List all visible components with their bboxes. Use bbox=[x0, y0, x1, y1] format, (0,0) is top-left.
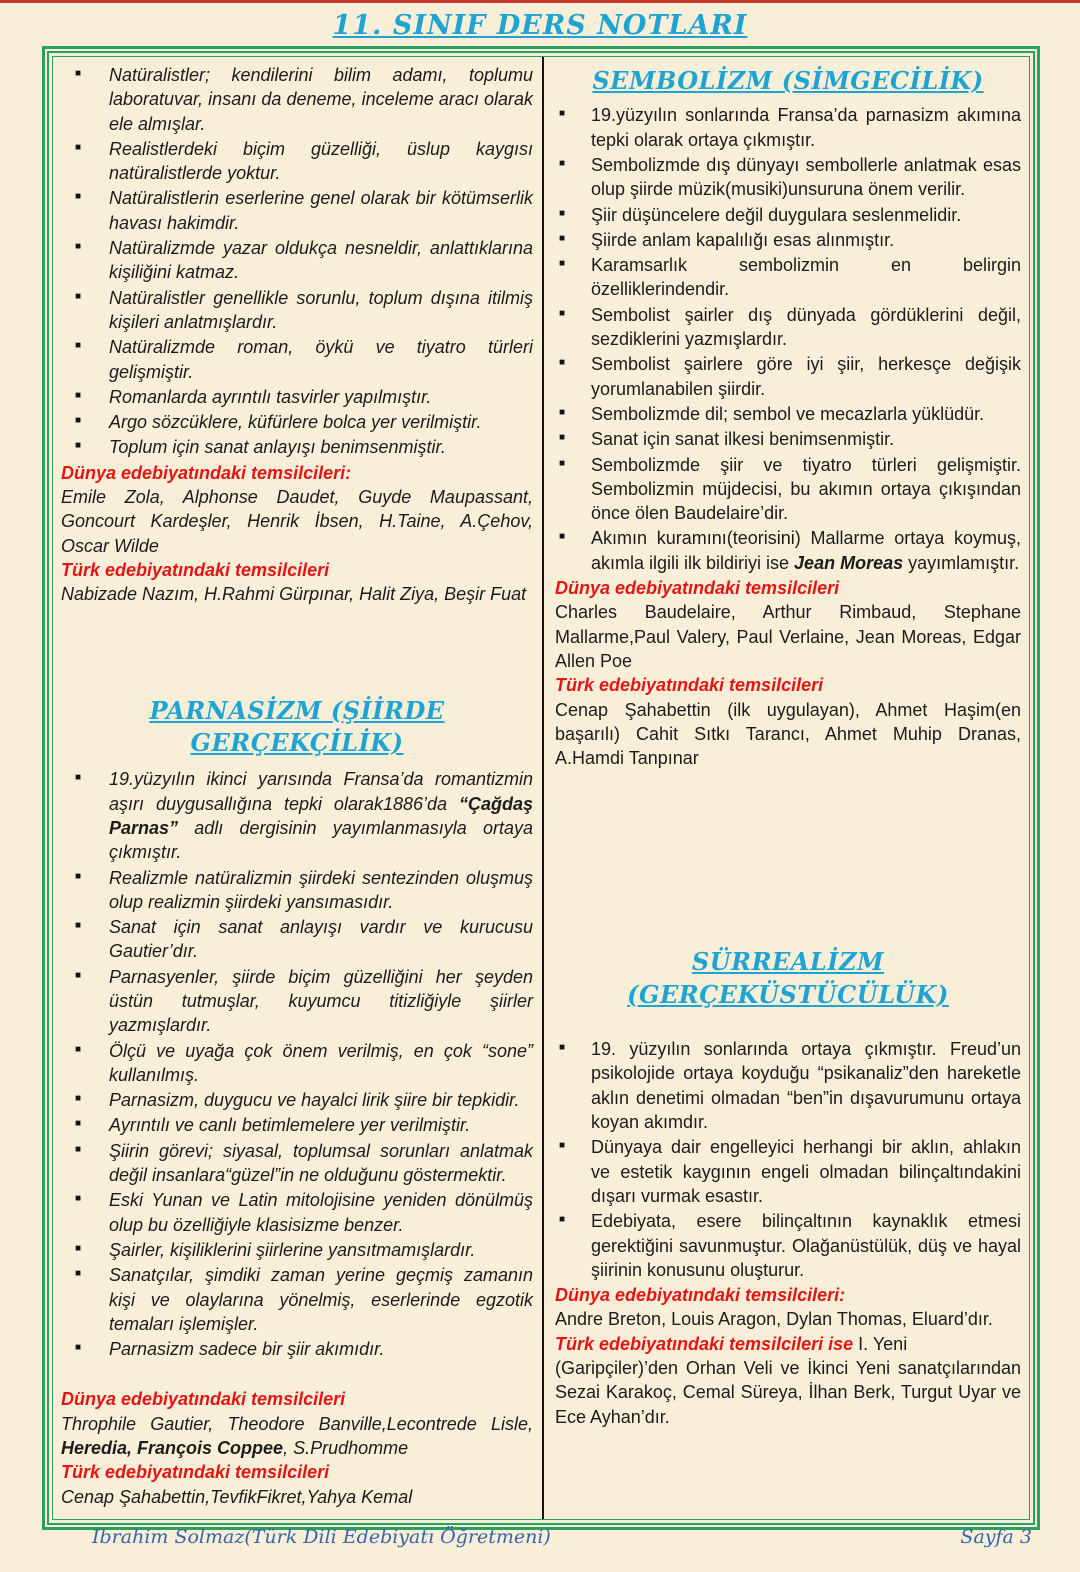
text-segment: yayımlamıştır. bbox=[903, 552, 1020, 573]
bullet-item: ■ Natüralistlerin eserlerine genel olarak bir kötümserlik havası hakimdir. bbox=[61, 186, 533, 235]
bullet-item: ■ Sembolist şairler dış dünyada gördüklerini değil, sezdiklerini yazmışlardır. bbox=[555, 303, 1021, 352]
text-segment: Akımın kuramını(teorisini) Mallarme ortaya koymuş, akımla ilgili ilk bildiriyi ise bbox=[591, 528, 1021, 573]
parnassism-turkish-names: Cenap Şahabettin,TevfikFikret,Yahya Kemal bbox=[61, 1486, 413, 1507]
bullet-item: ■ Sembolizmde dış dünyayı sembollerle anlatmak esas olup şiirde müzik(musiki)unsuruna önem verilir. bbox=[555, 153, 1021, 202]
bullet-item: ■ Toplum için sanat anlayışı benimsenmiştir. bbox=[61, 435, 533, 459]
surrealism-turkish-label-line bbox=[555, 1332, 1021, 1356]
bullet-item: ■ Şiirde anlam kapalılığı esas alınmıştır. bbox=[555, 228, 1021, 252]
text-segment: 19.yüzyılın ikinci yarısında Fransa’da romantizmin aşırı duygusallığına tepki olarak1886’da bbox=[109, 769, 533, 814]
bullet-item: ■ Sembolizmde dil; sembol ve mecazlarla yüklüdür. bbox=[555, 402, 1021, 426]
text-segment: Heredia, François Coppee bbox=[61, 1438, 284, 1459]
naturalism-bullet-list bbox=[61, 63, 533, 460]
bullet-item: ■ 19.yüzyılın sonlarında Fransa’da parnasizm akımına tepki olarak ortaya çıkmıştır. bbox=[555, 103, 1021, 152]
surrealism-bullet-list bbox=[555, 1037, 1021, 1282]
bullet-item: ■ Realizmle natüralizmin şiirdeki sentezinden oluşmuş olup realizmin şiirdeki yansımasıdır. bbox=[61, 866, 533, 915]
text-segment: Throphile Gautier, Theodore Banville,Lecontrede Lisle, bbox=[61, 1413, 533, 1434]
content-frame bbox=[42, 46, 1040, 1530]
naturalism-world-names: Emile Zola, Alphonse Daudet, Guyde Maupassant, Goncourt Kardeşler, Henrik İbsen, H.Taine, A.Çehov, Oscar Wilde bbox=[61, 487, 533, 556]
bullet-item: ■ Ayrıntılı ve canlı betimlemelere yer verilmiştir. bbox=[61, 1113, 533, 1137]
bullet-item: ■ Edebiyata, esere bilinçaltının kaynaklık etmesi gerektiğini savunmuştur. Olağanüstülük, düş ve hayal şiirinin konusunu oluşturur. bbox=[555, 1209, 1021, 1282]
column-divider bbox=[542, 57, 544, 1519]
bullet-item: ■ Karamsarlık sembolizmin en belirgin özelliklerindendir. bbox=[555, 253, 1021, 302]
text-segment: adlı dergisinin yayımlanmasıyla ortaya çıkmıştır. bbox=[109, 817, 533, 863]
naturalism-turkish-label: Türk edebiyatındaki temsilcileri bbox=[61, 559, 330, 580]
symbolism-world-names: Charles Baudelaire, Arthur Rimbaud, Stephane Mallarme,Paul Valery, Paul Verlaine, Jean Moreas, Edgar Allen Poe bbox=[555, 602, 1021, 671]
bullet-item: ■ Sembolist şairlere göre iyi şiir, herkesçe değişik yorumlanabilen şiirdir. bbox=[555, 352, 1021, 401]
page-title: 11. SINIF DERS NOTLARI bbox=[332, 10, 748, 41]
footer-page-number: Sayfa 3 bbox=[960, 1526, 1032, 1548]
bullet-item: ■ Natüralizmde roman, öykü ve tiyatro türleri gelişmiştir. bbox=[61, 335, 533, 384]
bullet-item: ■ Ölçü ve uyağa çok önem verilmiş, en çok “sone” kullanılmış. bbox=[61, 1039, 533, 1088]
page-footer bbox=[0, 1526, 1080, 1548]
footer-author: Ibrahim Solmaz(Türk Dili Edebiyatı Öğretmeni) bbox=[92, 1526, 551, 1548]
symbolism-world-label: Dünya edebiyatındaki temsilcileri bbox=[555, 578, 840, 599]
bullet-item: ■ Romanlarda ayrıntılı tasvirler yapılmıştır. bbox=[61, 385, 533, 409]
right-column bbox=[555, 63, 1021, 1429]
parnassism-world-names bbox=[61, 1412, 533, 1461]
bullet-item bbox=[61, 767, 533, 864]
text-segment: “Çağdaş Parnas” bbox=[109, 793, 533, 838]
text-segment: I. Yeni bbox=[858, 1333, 908, 1354]
surrealism-turkish-names: (Garipçiler)’den Orhan Veli ve İkinci Yeni sanatçılarından Sezai Karakoç, Cemal Süreya, İlhan Berk, Turgut Uyar ve Ece Ayhan’dır. bbox=[555, 1358, 1021, 1427]
bullet-item: ■ Parnasizm, duygucu ve hayalci lirik şiire bir tepkidir. bbox=[61, 1088, 533, 1112]
text-segment: Türk edebiyatındaki temsilcileri ise bbox=[555, 1333, 859, 1354]
bullet-item: ■ Şiir düşüncelere değil duygulara seslenmelidir. bbox=[555, 203, 1021, 227]
symbolism-turkish-names: Cenap Şahabettin (ilk uygulayan), Ahmet Haşim(en başarılı) Cahit Sıtkı Tarancı, Ahmet Muhip Dranas, A.Hamdi Tanpınar bbox=[555, 699, 1021, 769]
left-column bbox=[61, 63, 533, 1509]
bullet-item: ■ Natüralistler; kendilerini bilim adamı, toplumu laboratuvar, insanı da deneme, inceleme aracı olarak ele almışlar. bbox=[61, 63, 533, 136]
bullet-item: ■ Şiirin görevi; siyasal, toplumsal sorunları anlatmak değil insanlara“güzel”in ne olduğunu göstermektir. bbox=[61, 1139, 533, 1188]
naturalism-turkish-names: Nabizade Nazım, H.Rahmi Gürpınar, Halit Ziya, Beşir Fuat bbox=[61, 584, 527, 605]
frame-border-inner bbox=[52, 56, 1030, 1520]
bullet-item: ■ Sembolizmde şiir ve tiyatro türleri gelişmiştir. Sembolizmin müjdecisi, bu akımın ortaya çıkışından önce ölen Baudelaire’dir. bbox=[555, 453, 1021, 526]
bullet-item: ■ 19. yüzyılın sonlarında ortaya çıkmıştır. Freud’un psikolojide ortaya koyduğu “psikanaliz”den hareketle aklın denetimi olmadan “ben”in dışavurumunu ortaya koyan akımdır. bbox=[555, 1037, 1021, 1134]
bullet-item: ■ Şairler, kişiliklerini şiirlerine yansıtmamışlardır. bbox=[61, 1238, 533, 1262]
symbolism-bullet-list bbox=[555, 103, 1021, 575]
parnassism-heading: PARNASİZM (ŞİİRDE GERÇEKÇİLİK) bbox=[149, 695, 445, 757]
parnassism-bullet-list bbox=[61, 767, 533, 1361]
surrealism-heading: SÜRREALİZM (GERÇEKÜSTÜCÜLÜK) bbox=[627, 947, 949, 1009]
surrealism-world-names: Andre Breton, Louis Aragon, Dylan Thomas, Eluard’dır. bbox=[555, 1309, 993, 1330]
bullet-item: ■ Realistlerdeki biçim güzelliği, üslup kaygısı natüralistlerde yoktur. bbox=[61, 137, 533, 186]
bullet-item: ■ Natüralizmde yazar oldukça nesneldir, anlattıklarına kişiliğini katmaz. bbox=[61, 236, 533, 285]
bullet-item: ■ Sanat için sanat ilkesi benimsenmiştir. bbox=[555, 427, 1021, 451]
bullet-item: ■ Sanat için sanat anlayışı vardır ve kurucusu Gautier’dır. bbox=[61, 915, 533, 964]
bullet-item: ■ Parnasyenler, şiirde biçim güzelliğini her şeyden üstün tutmuşlar, kuyumcu titizliğiyle şiirler yazmışlardır. bbox=[61, 965, 533, 1038]
parnassism-turkish-label: Türk edebiyatındaki temsilcileri bbox=[61, 1462, 330, 1483]
bullet-item: ■ Dünyaya dair engelleyici herhangi bir aklın, ahlakın ve estetik kaygının engeli olmadan bilinçaltındakini dışarı vurmak esastır. bbox=[555, 1135, 1021, 1208]
frame-border-middle bbox=[47, 51, 1035, 1525]
parnassism-world-label: Dünya edebiyatındaki temsilcileri bbox=[61, 1389, 346, 1410]
bullet-item: ■ Parnasizm sadece bir şiir akımıdır. bbox=[61, 1337, 533, 1361]
symbolism-turkish-label: Türk edebiyatındaki temsilcileri bbox=[555, 675, 824, 696]
surrealism-world-label: Dünya edebiyatındaki temsilcileri: bbox=[555, 1285, 846, 1306]
bullet-item: ■ Eski Yunan ve Latin mitolojisine yeniden dönülmüş olup bu özelliğiyle klasisizme benzer. bbox=[61, 1188, 533, 1237]
naturalism-world-label: Dünya edebiyatındaki temsilcileri: bbox=[61, 462, 352, 483]
bullet-item: ■ Natüralistler genellikle sorunlu, toplum dışına itilmiş kişileri anlatmışlardır. bbox=[61, 286, 533, 335]
text-segment: Jean Moreas bbox=[794, 552, 904, 573]
bullet-item bbox=[555, 526, 1021, 575]
text-segment: , S.Prudhomme bbox=[283, 1438, 409, 1459]
symbolism-heading: SEMBOLİZM (SİMGECİLİK) bbox=[592, 66, 984, 95]
content-area bbox=[53, 57, 1029, 1519]
bullet-item: ■ Sanatçılar, şimdiki zaman yerine geçmiş zamanın kişi ve olaylarına yönelmiş, eserlerinde egzotik temaları işlemişler. bbox=[61, 1263, 533, 1336]
top-red-line bbox=[0, 0, 1080, 3]
bullet-item: ■ Argo sözcüklere, küfürlere bolca yer verilmiştir. bbox=[61, 410, 533, 434]
